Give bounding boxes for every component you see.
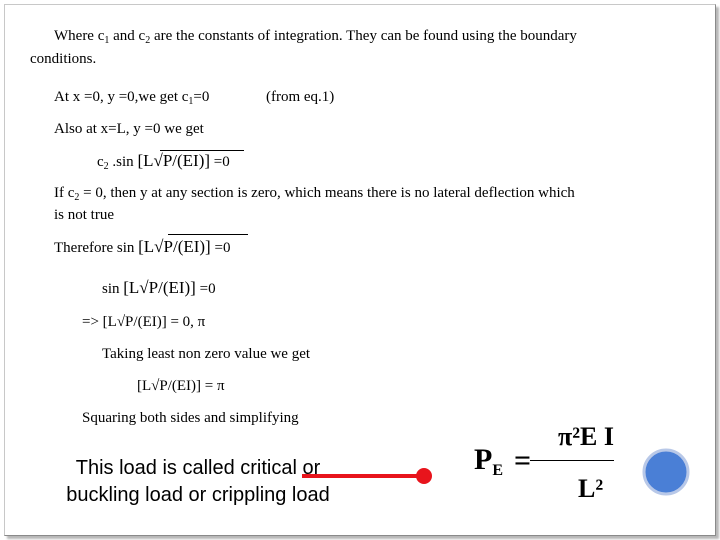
if-text-a: If c — [54, 185, 75, 201]
intro-line-1 — [54, 27, 577, 50]
if-text-b: = 0, then y at any section is zero, which means there is no lateral deflection which — [79, 185, 575, 201]
therefore-equation — [54, 238, 230, 257]
connector-arrow — [300, 460, 440, 490]
intro-text-c: are the constants of integration. They can be found using the boundary — [150, 28, 577, 44]
formula-numerator: π²E I — [558, 422, 614, 451]
blue-circle — [644, 450, 688, 494]
formula-denominator: L² — [578, 474, 604, 503]
fraction-bar — [530, 460, 614, 461]
equation-c2-sin — [97, 152, 230, 176]
subscript: 2 — [103, 161, 109, 172]
critical-load-symbol — [474, 444, 503, 487]
equals-sign: = — [514, 444, 532, 477]
therefore-expression: [L√P/(EI)] — [138, 237, 211, 256]
overline — [168, 234, 248, 235]
eq1-sin: .sin — [108, 154, 138, 170]
eq1-expression: [L√P/(EI)] — [137, 151, 211, 170]
subscript: 2 — [74, 192, 80, 203]
sin-text: sin — [102, 281, 124, 297]
pe-subscript: E — [492, 462, 503, 479]
subscript: 2 — [145, 35, 151, 46]
intro-text-b: and c — [109, 28, 146, 44]
decorative-circle — [640, 446, 692, 498]
subscript: 1 — [104, 35, 110, 46]
bc1-value: =0 — [193, 89, 210, 105]
least-value-statement: Taking least non zero value we get — [102, 346, 311, 362]
if-statement-line-1 — [54, 184, 575, 207]
equation-reference: (from eq.1) — [266, 89, 335, 105]
squaring-statement: Squaring both sides and simplifying — [82, 410, 299, 426]
load-text-line-1: This load is called critical or — [75, 457, 321, 479]
sin-equation — [102, 279, 216, 298]
subscript: 1 — [188, 96, 194, 107]
therefore-result: =0 — [210, 240, 231, 256]
eq1-result: =0 — [210, 154, 230, 170]
load-text-line-2: buckling load or crippling load — [66, 484, 330, 506]
therefore-text: Therefore sin — [54, 240, 139, 256]
pe-letter: P — [474, 443, 493, 476]
connector-dot — [416, 468, 432, 484]
boundary-condition-2: Also at x=L, y =0 we get — [54, 121, 204, 137]
boundary-condition-1 — [54, 88, 209, 111]
bc1-text: At x =0, y =0,we get c — [54, 89, 189, 105]
sin-result: =0 — [195, 281, 216, 297]
sin-expression: [L√P/(EI)] — [123, 278, 196, 297]
implies-equation: => [L√P/(EI)] = 0, π — [82, 314, 206, 330]
intro-line-2: conditions. — [30, 51, 97, 67]
intro-text-a: Where c — [54, 28, 105, 44]
pi-equation: [L√P/(EI)] = π — [137, 378, 225, 394]
if-statement-line-2: is not true — [54, 207, 114, 223]
eq1-text: c — [97, 154, 104, 170]
